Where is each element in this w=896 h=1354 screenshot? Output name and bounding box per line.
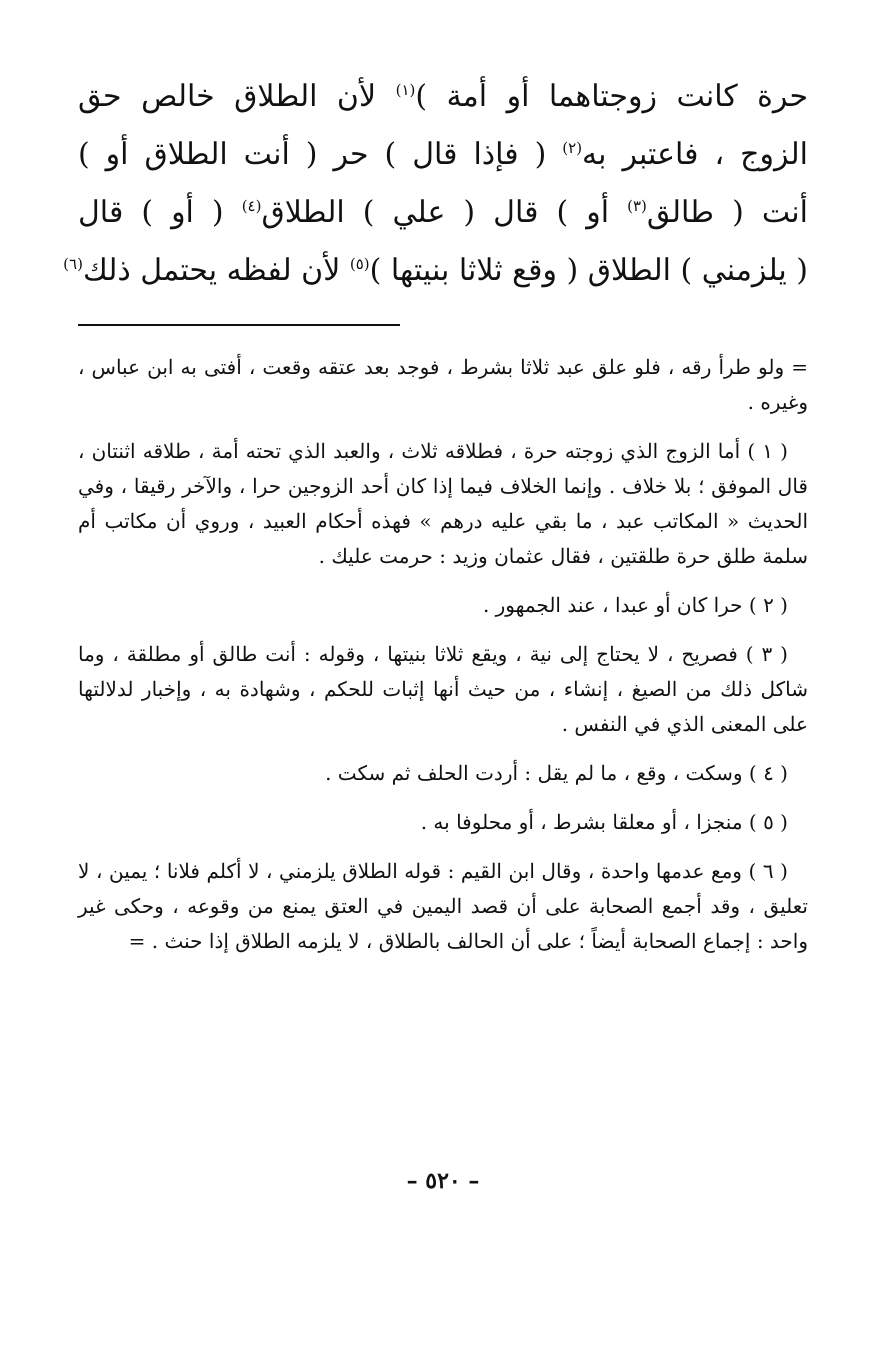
footnote-5 <box>78 805 808 840</box>
main-line <box>78 184 808 242</box>
footnote-number: ( ٣ ) <box>745 642 788 666</box>
footnote-text: منجزا ، أو معلقا بشرط ، أو محلوفا به . <box>420 810 749 834</box>
footnote-text: أما الزوج الذي زوجته حرة ، فطلاقه ثلاث ، والعبد الذي تحته أمة ، طلاقه اثنتان ، قال الموفق ؛ بلا خلاف . وإنما الخلاف فيما إذا كان أحد الزوجين حرا ، والآخر رقيقا ، وفي الحديث « المكاتب عبد ، ما بقي عليه درهم » فهذه أحكام العبيد ، وروي أن مكاتب أم سلمة طلق حرة طلقتين ، فقال عثمان وزيد : حرمت عليك . <box>78 439 808 568</box>
footnote-6 <box>78 854 808 959</box>
footnote-text: وسكت ، وقع ، ما لم يقل : أردت الحلف ثم سكت . <box>325 761 749 785</box>
footnote-ref: (١) <box>395 81 416 99</box>
main-text-segment: لأن لفظه يحتمل ذلك <box>82 253 350 288</box>
footnote-2 <box>78 588 808 623</box>
main-text-segment: أنت ( طالق <box>646 195 808 230</box>
page-number: – ٥٢٠ – <box>406 1168 480 1194</box>
footnote-number: ( ٤ ) <box>748 761 788 785</box>
footnote-number: ( ٦ ) <box>748 859 788 883</box>
footnote-ref: (٥) <box>349 255 370 273</box>
footnote-ref: (٦) <box>63 255 83 273</box>
footnote-continuation <box>78 350 808 420</box>
main-text-segment: أو ) قال ( علي ) الطلاق <box>261 195 628 230</box>
main-text-segment: ( فإذا قال ) حر ( أنت الطلاق أو ) <box>78 137 563 172</box>
main-line <box>78 68 808 126</box>
main-text-segment: الزوج ، فاعتبر به <box>582 137 808 172</box>
footnote-text: ومع عدمها واحدة ، وقال ابن القيم : قوله الطلاق يلزمني ، لا أكلم فلانا ؛ يمين ، لا تعليق ، وقد أجمع الصحابة على أن قصد اليمين في العتق يمنع من وقوعه ، وحكى غير واحد : إجماع الصحابة أيضاً ؛ على أن الحالف بالطلاق ، لا يلزمه الطلاق إذا حنث . = <box>78 859 808 953</box>
main-line <box>78 126 808 184</box>
footnote-number: ( ٢ ) <box>748 593 788 617</box>
book-page <box>63 68 808 1308</box>
main-text-segment: ( يلزمني ) الطلاق ( وقع ثلاثا بنيتها ) <box>369 253 808 288</box>
footnote-1 <box>78 434 808 574</box>
footnote-3 <box>78 637 808 742</box>
footnote-text: فصريح ، لا يحتاج إلى نية ، ويقع ثلاثا بنيتها ، وقوله : أنت طالق أو مطلقة ، وما شاكل ذلك من الصيغ ، إنشاء ، من حيث أنها إثبات للحكم ، وشهادة به ، وإخبار لدلالتها على المعنى الذي في النفس . <box>78 642 808 736</box>
footnote-ref: (٣) <box>627 197 647 215</box>
footnote-divider <box>78 324 400 326</box>
footnote-ref: (٤) <box>241 197 262 215</box>
footnotes <box>78 350 808 973</box>
footnote-4 <box>78 756 808 791</box>
footnote-text: حرا كان أو عبدا ، عند الجمهور . <box>482 593 749 617</box>
main-text-segment: لأن الطلاق خالص حق <box>78 79 396 114</box>
main-text <box>63 68 808 300</box>
main-text-segment: حرة كانت زوجتاهما أو أمة ) <box>415 79 808 114</box>
footnote-text: = ولو طرأ رقه ، فلو علق عبد ثلاثا بشرط ، فوجد بعد عتقه وقعت ، أفتى به ابن عباس ، وغيره . <box>78 355 808 414</box>
footnote-number: ( ٥ ) <box>748 810 788 834</box>
footnote-number: ( ١ ) <box>747 439 788 463</box>
main-text-segment: ( أو ) قال <box>78 195 242 230</box>
main-line <box>63 242 808 300</box>
footnote-ref: (٢) <box>562 139 583 157</box>
